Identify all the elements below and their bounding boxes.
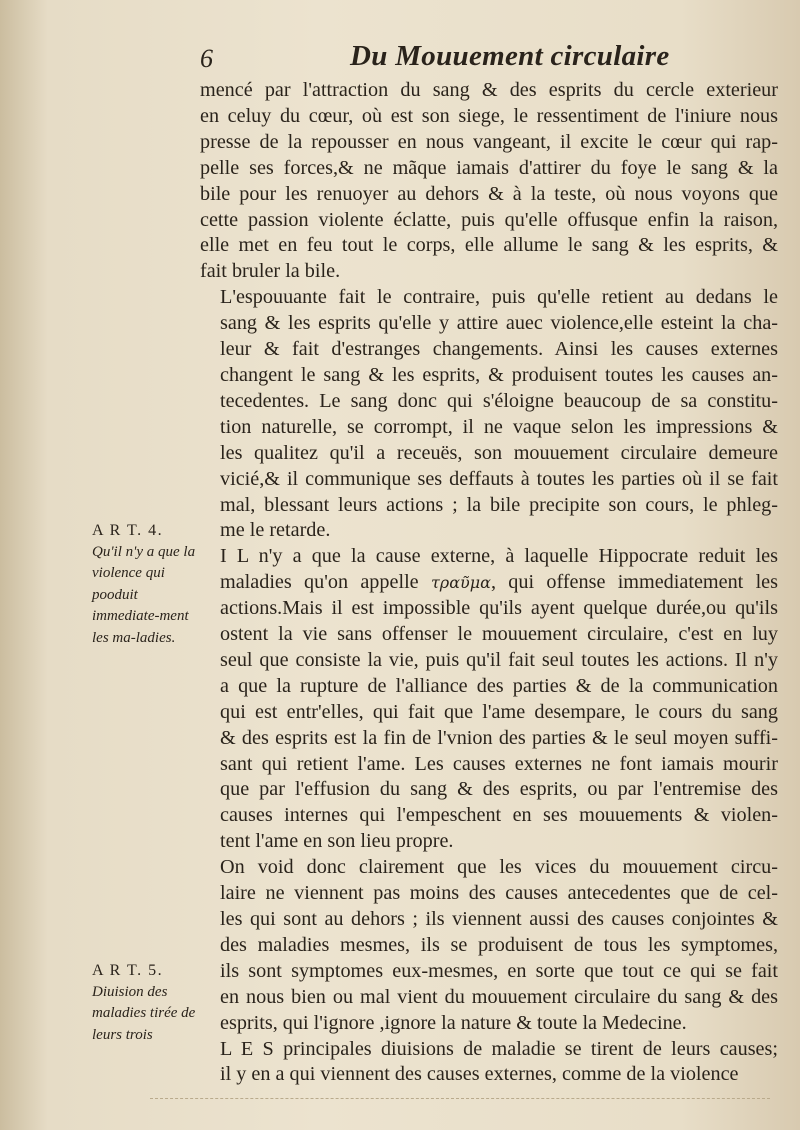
text-line: elle met en feu tout le corps, elle allume le sang & les esprits, & <box>200 234 778 257</box>
text-line: tion naturelle, se corrompt, il ne vaque selon les impressions & <box>220 415 778 438</box>
margin-note-text: Diuision des maladies tirée de leurs trois <box>92 983 196 1043</box>
body-text <box>200 78 778 1088</box>
running-title: Du Mouuement circulaire <box>350 40 670 72</box>
paragraph-article-5 <box>200 1037 778 1089</box>
margin-note-art-4 <box>92 520 196 649</box>
margin-note-label: A R T. 5. <box>92 962 164 979</box>
text-line: des maladies mesmes, ils se produisent de tous les symptomes, <box>220 933 778 956</box>
text-line: On void donc clairement que les vices du mouuement circu- <box>220 856 778 879</box>
text-segment: maladies qu'on appelle <box>220 571 431 594</box>
text-line: en nous bien ou mal vient du mouuement circulaire du sang & des <box>220 985 778 1008</box>
text-line: actions.Mais il est impossible qu'ils ayent quelque durée,ou qu'ils <box>220 597 778 620</box>
page-number: 6 <box>200 44 213 73</box>
greek-word: τραῦμα <box>430 573 491 593</box>
text-line: L E S principales diuisions de maladie se tirent de leurs causes; <box>220 1037 778 1060</box>
text-line: les qui sont au dehors ; ils viennent aussi des causes conjointes & <box>220 908 778 930</box>
text-line: L'espouuante fait le contraire, puis qu'elle retient au dedans le <box>220 286 778 309</box>
text-line: laire ne viennent pas moins des causes antecedentes que de cel- <box>220 882 778 905</box>
page-header <box>200 40 760 76</box>
text-line: esprits, qui l'ignore ,ignore la nature & toute la Medecine. <box>220 1011 687 1034</box>
text-line: qui est entr'elles, qui fait que l'ame desempare, le cours du sang <box>220 700 778 723</box>
text-line: ostent la vie sans offenser le mouuement circulaire, c'est en luy <box>220 623 778 646</box>
text-line: mencé par l'attraction du sang & des esprits du cercle exterieur <box>200 79 778 101</box>
text-line: seul que consiste la vie, puis qu'il fait seul toutes les actions. Il n'y <box>220 648 778 671</box>
text-line: me le retarde. <box>220 519 331 542</box>
text-line: changent le sang & les esprits, & produisent toutes les causes an- <box>220 363 778 386</box>
text-line: sant qui retient l'ame. Les causes externes ne font iamais mourir <box>220 752 778 775</box>
paragraph-1 <box>200 78 778 285</box>
text-segment: , qui offense immediatement les <box>490 571 778 594</box>
paragraph-2 <box>200 285 778 544</box>
paragraph-4 <box>200 855 778 1036</box>
margin-note-art-5 <box>92 960 196 1046</box>
text-line: il y en a qui viennent des causes externes, comme de la violence <box>220 1063 739 1086</box>
margin-note-text: Qu'il n'y a que la violence qui pooduit immediate-ment les ma-ladies. <box>92 543 196 646</box>
text-line: pelle ses forces,& ne mãque iamais d'attirer du foye le sang & la <box>200 156 778 179</box>
text-line: que par l'effusion du sang & des esprits, ou par l'entremise des <box>220 778 778 801</box>
text-line: I L n'y a que la cause externe, à laquelle Hippocrate reduit les <box>220 545 778 568</box>
text-line: ils sont symptomes eux-mesmes, en sorte que tout ce qui se fait <box>220 959 778 982</box>
text-line: tecedentes. Le sang donc qui s'éloigne beaucoup de sa constitu- <box>220 389 778 412</box>
text-line: causes internes qui l'empeschent en ses mouuements & violen- <box>220 804 778 827</box>
text-line: cette passion violente éclatte, puis qu'elle offusque enfin la raison, <box>200 208 778 231</box>
text-line: presse de la repousser en nous vangeant, il excite le cœur qui rap- <box>200 130 778 153</box>
text-line: & des esprits est la fin de l'vnion des parties & le seul moyen suffi- <box>220 726 778 749</box>
text-line: sang & les esprits qu'elle y attire auec violence,elle esteint la cha- <box>220 312 778 335</box>
text-line: tent l'ame en son lieu propre. <box>220 830 454 853</box>
text-line: en celuy du cœur, où est son siege, le ressentiment de l'iniure nous <box>200 104 778 127</box>
margin-note-label: A R T. 4. <box>92 522 164 539</box>
text-line: les qualitez qu'il a receuës, son mouuement circulaire demeure <box>220 441 778 464</box>
text-line: a que la rupture de l'alliance des parties & de la communication <box>220 674 778 697</box>
text-line: fait bruler la bile. <box>200 260 341 283</box>
paragraph-article-4 <box>200 544 778 855</box>
page-edge-rule <box>150 1098 770 1099</box>
text-line: vicié,& il communique ses deffauts à toutes les parties où il se fait <box>220 467 778 490</box>
text-line <box>200 570 778 596</box>
text-line: mal, blessant leurs actions ; la bile precipite son cours, le phleg- <box>220 493 778 516</box>
text-line: leur & fait d'estranges changements. Ainsi les causes externes <box>220 338 778 361</box>
text-line: bile pour les renuoyer au dehors & à la teste, où nous voyons que <box>200 182 778 205</box>
